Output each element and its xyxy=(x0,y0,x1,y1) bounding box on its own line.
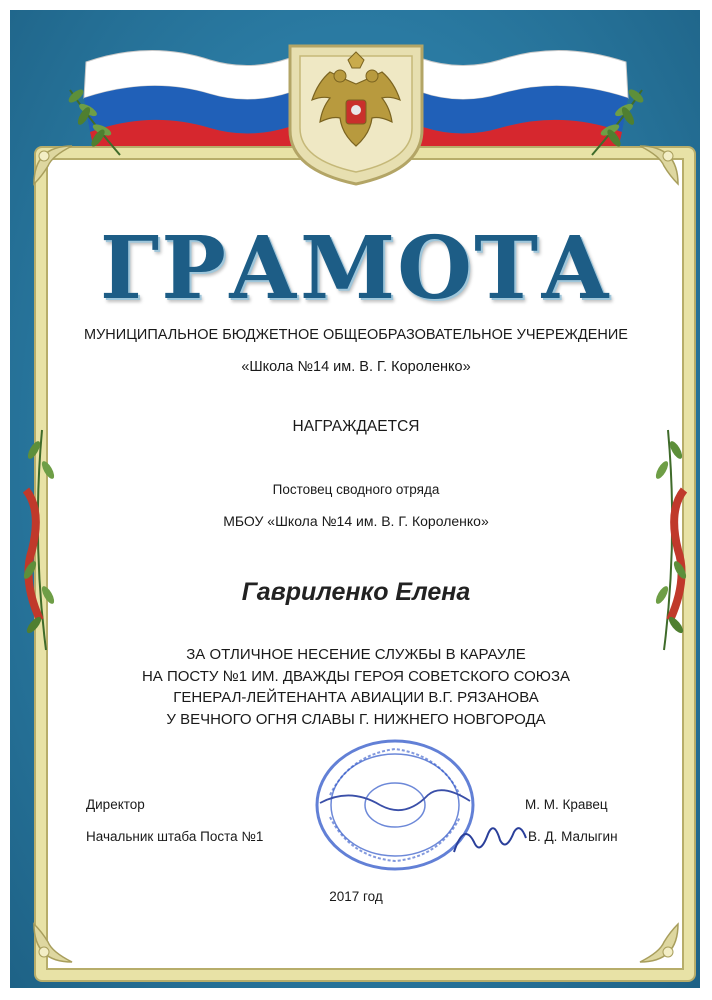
certificate-title: ГРАМОТА xyxy=(99,218,613,319)
corner-ornament-icon xyxy=(636,920,682,966)
school-name: «Школа №14 им. В. Г. Короленко» xyxy=(241,359,471,375)
award-reason xyxy=(0,644,712,730)
laurel-branch-icon xyxy=(50,80,130,160)
signatory-role-director: Директор xyxy=(86,797,145,812)
recipient-unit: МБОУ «Школа №14 им. В. Г. Короленко» xyxy=(223,513,489,529)
corner-ornament-icon xyxy=(30,920,76,966)
double-headed-eagle-icon xyxy=(282,38,430,188)
recipient-position: Постовец сводного отряда xyxy=(272,482,440,497)
signatory-role-chief: Начальник штаба Поста №1 xyxy=(86,829,264,844)
signatory-name-chief: В. Д. Малыгин xyxy=(528,829,618,844)
awarded-heading: НАГРАЖДАЕТСЯ xyxy=(292,418,420,435)
award-reason-line: ЗА ОТЛИЧНОЕ НЕСЕНИЕ СЛУЖБЫ В КАРАУЛЕ xyxy=(186,646,526,663)
institution-name: МУНИЦИПАЛЬНОЕ БЮДЖЕТНОЕ ОБЩЕОБРАЗОВАТЕЛЬНОЕ УЧЕРЕЖДЕНИЕ xyxy=(84,327,628,343)
laurel-branch-icon xyxy=(582,80,662,160)
signature-icon xyxy=(450,812,530,862)
laurel-branch-icon xyxy=(648,420,698,660)
award-reason-line: ГЕНЕРАЛ-ЛЕЙТЕНАНТА АВИАЦИИ В.Г. РЯЗАНОВА xyxy=(173,689,539,706)
issue-year: 2017 год xyxy=(329,889,383,904)
award-reason-line: У ВЕЧНОГО ОГНЯ СЛАВЫ Г. НИЖНЕГО НОВГОРОДА xyxy=(166,710,546,728)
recipient-name: Гавриленко Елена xyxy=(241,578,471,606)
signatory-name-director: М. М. Кравец xyxy=(525,797,608,812)
laurel-branch-icon xyxy=(12,420,62,660)
award-reason-line: НА ПОСТУ №1 ИМ. ДВАЖДЫ ГЕРОЯ СОВЕТСКОГО СОЮЗА xyxy=(141,667,571,685)
